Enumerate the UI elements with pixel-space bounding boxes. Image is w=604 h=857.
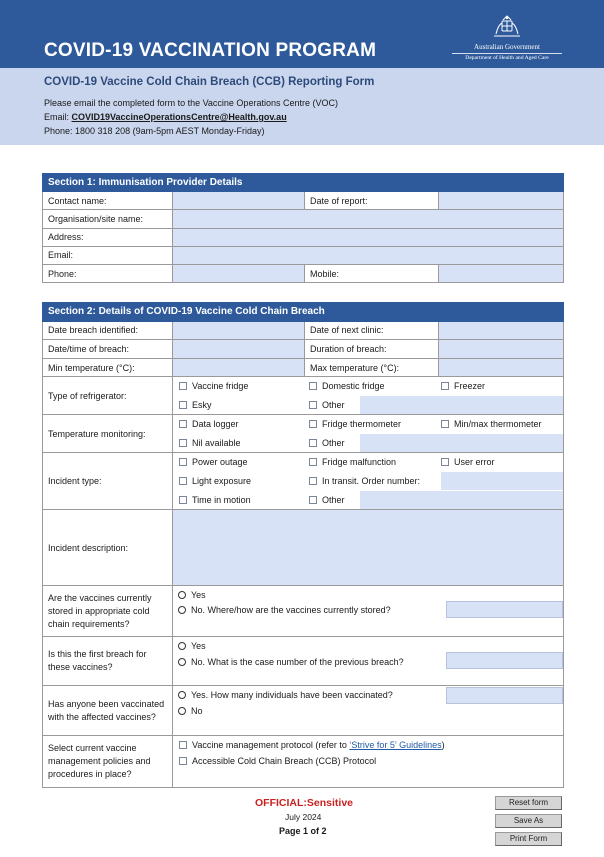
phone-line: Phone: 1800 318 208 (9am-5pm AEST Monday-Friday): [44, 126, 265, 136]
checkbox-icon[interactable]: [309, 496, 317, 504]
stored-no-option[interactable]: No. Where/how are the vaccines currently stored?: [178, 605, 391, 615]
checkbox-icon[interactable]: [179, 458, 187, 466]
min-temp-field[interactable]: [173, 358, 305, 377]
vaccinated-no-option[interactable]: No: [178, 706, 203, 716]
stored-question-options: [173, 586, 564, 637]
date-of-report-label: Date of report:: [305, 192, 439, 210]
mobile-field[interactable]: [439, 264, 564, 282]
email-field[interactable]: [173, 246, 564, 264]
gov-name: Australian Government: [474, 43, 540, 51]
individuals-count-field[interactable]: [446, 687, 563, 704]
ccb-protocol-option[interactable]: Accessible Cold Chain Breach (CCB) Protocol: [179, 756, 376, 766]
light-exposure-option[interactable]: Light exposure: [179, 476, 251, 486]
first-breach-label: Is this the first breach for these vaccines?: [43, 637, 173, 686]
government-logo: [452, 14, 562, 61]
previous-case-field[interactable]: [446, 652, 563, 669]
checkbox-icon[interactable]: [309, 382, 317, 390]
order-number-field[interactable]: [441, 472, 563, 490]
max-temp-label: Max temperature (°C):: [305, 358, 439, 377]
time-in-motion-option[interactable]: Time in motion: [179, 495, 251, 505]
email-link[interactable]: COVID19VaccineOperationsCentre@Health.gov.au: [71, 112, 287, 122]
date-breach-field[interactable]: [173, 321, 305, 340]
program-title: COVID-19 VACCINATION PROGRAM: [44, 40, 377, 61]
vaccine-fridge-option[interactable]: Vaccine fridge: [179, 381, 248, 391]
domestic-fridge-option[interactable]: Domestic fridge: [309, 381, 385, 391]
monitoring-other-field[interactable]: [360, 434, 563, 452]
reset-form-button[interactable]: Reset form: [495, 796, 562, 810]
incident-other-field[interactable]: [360, 491, 563, 509]
incident-type-options: [173, 453, 564, 510]
date-next-clinic-label: Date of next clinic:: [305, 321, 439, 340]
incident-description-field[interactable]: [173, 510, 564, 586]
radio-icon[interactable]: [178, 606, 186, 614]
address-label: Address:: [43, 228, 173, 246]
esky-option[interactable]: Esky: [179, 400, 212, 410]
contact-name-field[interactable]: [173, 192, 305, 210]
contact-name-label: Contact name:: [43, 192, 173, 210]
section2-table: [42, 302, 564, 788]
first-breach-options: [173, 637, 564, 686]
policies-question-options: [173, 736, 564, 788]
save-as-button[interactable]: Save As: [495, 814, 562, 828]
checkbox-icon[interactable]: [179, 477, 187, 485]
incident-type-label: Incident type:: [43, 453, 173, 510]
phone-label: Phone:: [43, 264, 173, 282]
checkbox-icon[interactable]: [441, 420, 449, 428]
classification-label: OFFICIAL:Sensitive: [255, 797, 354, 809]
instruction-text: Please email the completed form to the Vaccine Operations Centre (VOC): [44, 98, 338, 108]
datetime-breach-label: Date/time of breach:: [43, 340, 173, 359]
duration-field[interactable]: [439, 340, 564, 359]
radio-icon[interactable]: [178, 591, 186, 599]
stored-where-field[interactable]: [446, 601, 563, 618]
vaccinated-yes-option[interactable]: Yes. How many individuals have been vaccinated?: [178, 690, 393, 700]
incident-description-label: Incident description:: [43, 510, 173, 586]
freezer-option[interactable]: Freezer: [441, 381, 485, 391]
organisation-field[interactable]: [173, 210, 564, 228]
date-breach-label: Date breach identified:: [43, 321, 173, 340]
fridge-thermometer-option[interactable]: Fridge thermometer: [309, 419, 401, 429]
temp-monitoring-options: [173, 415, 564, 453]
first-breach-yes-option[interactable]: Yes: [178, 641, 206, 651]
checkbox-icon[interactable]: [179, 439, 187, 447]
radio-icon[interactable]: [178, 642, 186, 650]
checkbox-icon[interactable]: [179, 496, 187, 504]
address-field[interactable]: [173, 228, 564, 246]
temp-monitoring-label: Temperature monitoring:: [43, 415, 173, 453]
power-outage-option[interactable]: Power outage: [179, 457, 248, 467]
in-transit-option[interactable]: In transit. Order number:: [309, 476, 420, 486]
mobile-label: Mobile:: [305, 264, 439, 282]
fridge-malfunction-option[interactable]: Fridge malfunction: [309, 457, 396, 467]
fridge-type-label: Type of refrigerator:: [43, 377, 173, 415]
vaccine-protocol-option[interactable]: Vaccine management protocol (refer to ‘Strive for 5’ Guidelines): [179, 740, 445, 750]
duration-label: Duration of breach:: [305, 340, 439, 359]
print-form-button[interactable]: Print Form: [495, 832, 562, 846]
email-label: Email:: [44, 112, 72, 122]
radio-icon[interactable]: [178, 658, 186, 666]
email-label-row: Email:: [43, 246, 173, 264]
section2-heading: Section 2: Details of COVID-19 Vaccine Cold Chain Breach: [43, 303, 564, 322]
page-number: Page 1 of 2: [279, 826, 327, 836]
max-temp-field[interactable]: [439, 358, 564, 377]
form-title: COVID-19 Vaccine Cold Chain Breach (CCB) Reporting Form: [44, 76, 375, 88]
intro-panel: [0, 68, 604, 145]
checkbox-icon[interactable]: [179, 382, 187, 390]
checkbox-icon[interactable]: [179, 401, 187, 409]
coat-of-arms-icon: [490, 14, 524, 42]
data-logger-option[interactable]: Data logger: [179, 419, 239, 429]
fridge-other-field[interactable]: [360, 396, 563, 414]
strive-for-5-link[interactable]: ‘Strive for 5’ Guidelines: [349, 740, 442, 751]
checkbox-icon[interactable]: [441, 382, 449, 390]
radio-icon[interactable]: [178, 707, 186, 715]
fridge-other-option[interactable]: Other: [309, 400, 345, 410]
checkbox-icon[interactable]: [309, 439, 317, 447]
radio-icon[interactable]: [178, 691, 186, 699]
datetime-breach-field[interactable]: [173, 340, 305, 359]
gov-dept: Department of Health and Aged Care: [452, 53, 562, 61]
nil-available-option[interactable]: Nil available: [179, 438, 241, 448]
footer-date: July 2024: [285, 812, 322, 822]
section1-table: [42, 173, 564, 283]
stored-question-label: Are the vaccines currently stored in appropriate cold chain requirements?: [43, 586, 173, 637]
first-breach-no-option[interactable]: No. What is the case number of the previous breach?: [178, 657, 404, 667]
section1-heading: Section 1: Immunisation Provider Details: [43, 174, 564, 192]
checkbox-icon[interactable]: [179, 741, 187, 749]
vaccinated-question-options: [173, 686, 564, 736]
checkbox-icon[interactable]: [309, 420, 317, 428]
stored-yes-option[interactable]: Yes: [178, 590, 206, 600]
user-error-option[interactable]: User error: [441, 457, 495, 467]
checkbox-icon[interactable]: [309, 458, 317, 466]
date-of-report-field[interactable]: [439, 192, 564, 210]
vaccinated-question-label: Has anyone been vaccinated with the affected vaccines?: [43, 686, 173, 736]
email-line: [44, 112, 287, 122]
incident-other-option[interactable]: Other: [309, 495, 345, 505]
date-next-clinic-field[interactable]: [439, 321, 564, 340]
phone-field[interactable]: [173, 264, 305, 282]
checkbox-icon[interactable]: [309, 477, 317, 485]
checkbox-icon[interactable]: [309, 401, 317, 409]
header-banner: [0, 0, 604, 68]
min-temp-label: Min temperature (°C):: [43, 358, 173, 377]
checkbox-icon[interactable]: [179, 420, 187, 428]
fridge-type-options: [173, 377, 564, 415]
organisation-label: Organisation/site name:: [43, 210, 173, 228]
monitoring-other-option[interactable]: Other: [309, 438, 345, 448]
policies-question-label: Select current vaccine management policies and procedures in place?: [43, 736, 173, 788]
checkbox-icon[interactable]: [441, 458, 449, 466]
minmax-thermometer-option[interactable]: Min/max thermometer: [441, 419, 542, 429]
checkbox-icon[interactable]: [179, 757, 187, 765]
